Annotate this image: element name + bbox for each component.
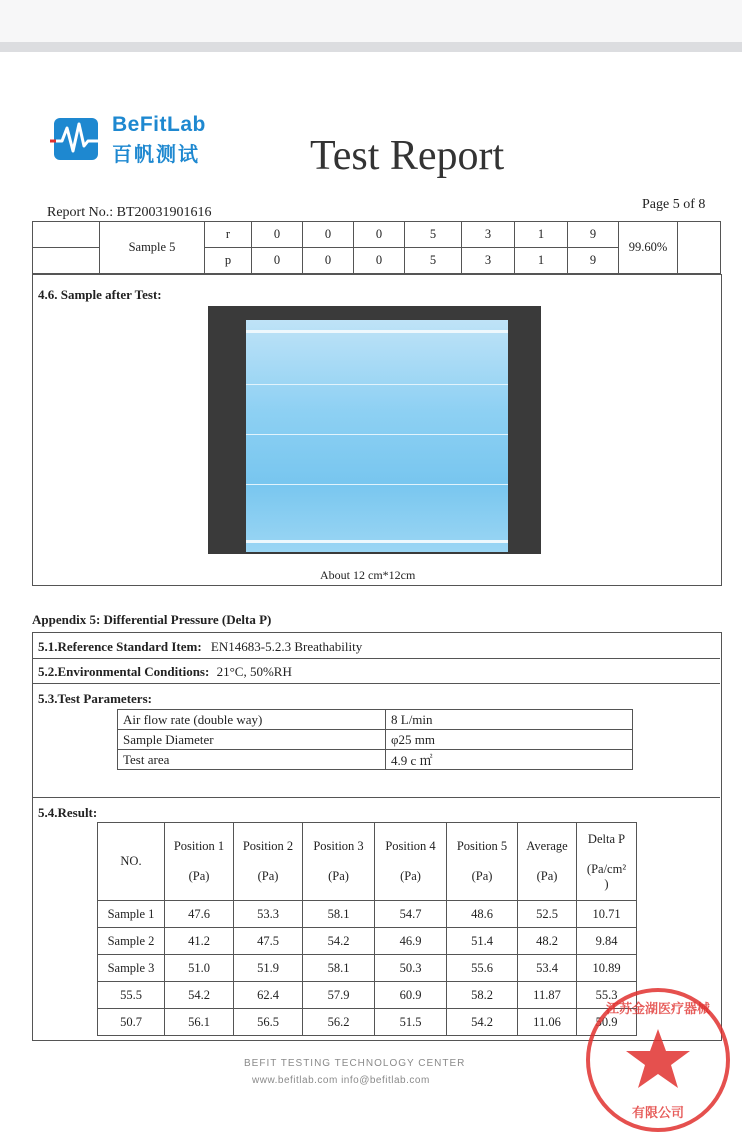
table-cell: 55.5 bbox=[98, 982, 165, 1009]
table-cell: 0 bbox=[354, 222, 405, 248]
table-cell bbox=[33, 248, 100, 274]
param-value: 8 L/min bbox=[386, 710, 633, 730]
table-cell: 48.2 bbox=[518, 928, 577, 955]
table-cell: 50.7 bbox=[98, 1009, 165, 1036]
table-cell: 58.2 bbox=[447, 982, 518, 1009]
result-table bbox=[97, 822, 637, 1036]
table-cell: 55.6 bbox=[447, 955, 518, 982]
unit-label: (Pa) bbox=[328, 869, 349, 883]
s51-line bbox=[38, 639, 362, 655]
befitlab-logo bbox=[50, 113, 206, 167]
appendix5-heading: Appendix 5: Differential Pressure (Delta P) bbox=[32, 612, 272, 627]
params-table bbox=[117, 709, 633, 770]
divider bbox=[32, 683, 720, 684]
param-name: Sample Diameter bbox=[118, 730, 386, 750]
table-cell: Sample 1 bbox=[98, 901, 165, 928]
header-label: Position 5 bbox=[456, 839, 508, 853]
table-cell: 47.5 bbox=[234, 928, 303, 955]
section-heading-4-6: 4.6. Sample after Test: bbox=[38, 287, 162, 302]
table-cell: 60.9 bbox=[375, 982, 447, 1009]
star-icon bbox=[626, 1029, 690, 1088]
table-cell: 47.6 bbox=[165, 901, 234, 928]
header-label: Average bbox=[526, 839, 568, 853]
table-cell: 41.2 bbox=[165, 928, 234, 955]
s51-value: EN14683-5.2.3 Breathability bbox=[210, 639, 363, 654]
unit-label: (Pa) bbox=[188, 869, 210, 883]
table-cell: 46.9 bbox=[375, 928, 447, 955]
mask-pleat bbox=[246, 434, 508, 435]
table-cell: 58.1 bbox=[303, 901, 375, 928]
mask-photo bbox=[208, 306, 541, 554]
table-cell: 3 bbox=[462, 248, 515, 274]
table-cell: 9 bbox=[568, 222, 619, 248]
table-cell: 0 bbox=[303, 222, 354, 248]
unit-label: (Pa) bbox=[257, 869, 279, 883]
header-label: Delta P bbox=[587, 831, 626, 846]
param-value: φ25 mm bbox=[386, 730, 633, 750]
s54-label: 5.4.Result: bbox=[38, 805, 98, 820]
header-label: Position 4 bbox=[385, 839, 436, 853]
header-position2 bbox=[234, 823, 303, 901]
header-position1 bbox=[165, 823, 234, 901]
param-name: Air flow rate (double way) bbox=[118, 710, 386, 730]
table-cell: 57.9 bbox=[303, 982, 375, 1009]
unit-label: (Pa) bbox=[536, 869, 558, 883]
table-cell: 10.71 bbox=[577, 901, 637, 928]
table-cell: 0 bbox=[303, 248, 354, 274]
mask-pleat bbox=[246, 384, 508, 385]
table-cell: 3 bbox=[462, 222, 515, 248]
table-cell bbox=[678, 222, 721, 274]
table-cell: 54.2 bbox=[165, 982, 234, 1009]
page-number: Page 5 of 8 bbox=[642, 197, 706, 212]
s52-line bbox=[38, 664, 292, 680]
table-cell: 53.4 bbox=[518, 955, 577, 982]
table-cell: 11.87 bbox=[518, 982, 577, 1009]
table-cell: 54.2 bbox=[447, 1009, 518, 1036]
row-key: p bbox=[205, 248, 252, 274]
mask-image bbox=[246, 320, 508, 552]
unit-label: (Pa) bbox=[400, 869, 421, 883]
unit-label: ) bbox=[604, 876, 609, 891]
svg-text:有限公司: 有限公司 bbox=[631, 1106, 685, 1121]
table-cell: 54.2 bbox=[303, 928, 375, 955]
table-cell: 10.89 bbox=[577, 955, 637, 982]
header-position4 bbox=[375, 823, 447, 901]
table-cell: 1 bbox=[515, 222, 568, 248]
unit-label: (Pa) bbox=[471, 869, 493, 883]
sample-result: 99.60% bbox=[619, 222, 678, 274]
header-label: Position 1 bbox=[173, 839, 225, 853]
divider bbox=[32, 658, 720, 659]
table-cell: 50.9 bbox=[577, 1009, 637, 1036]
company-seal-stamp bbox=[580, 985, 736, 1135]
table-cell: Sample 3 bbox=[98, 955, 165, 982]
table-cell: 58.1 bbox=[303, 955, 375, 982]
param-value: 4.9 c ㎡ bbox=[386, 750, 633, 770]
mask-pleat bbox=[246, 484, 508, 485]
table-cell: 1 bbox=[515, 248, 568, 274]
table-cell: 51.0 bbox=[165, 955, 234, 982]
table-cell: 9 bbox=[568, 248, 619, 274]
table-cell: 56.1 bbox=[165, 1009, 234, 1036]
row-key: r bbox=[205, 222, 252, 248]
report-number: Report No.: BT20031901616 bbox=[47, 205, 212, 220]
svg-text:江苏金湖医疗器械: 江苏金湖医疗器械 bbox=[605, 1002, 711, 1017]
heartbeat-logo-icon bbox=[50, 116, 102, 162]
table-cell: 11.06 bbox=[518, 1009, 577, 1036]
table-cell: 55.3 bbox=[577, 982, 637, 1009]
table-cell: 5 bbox=[405, 222, 462, 248]
footer-contact: www.befitlab.com info@befitlab.com bbox=[252, 1075, 430, 1086]
table-cell: 56.5 bbox=[234, 1009, 303, 1036]
sample-label: Sample 5 bbox=[100, 222, 205, 274]
s51-label: 5.1.Reference Standard Item: bbox=[38, 639, 202, 654]
header-no: NO. bbox=[98, 823, 165, 901]
logo-name-en: BeFitLab bbox=[112, 113, 206, 136]
table-cell: 54.7 bbox=[375, 901, 447, 928]
table-cell: 0 bbox=[252, 248, 303, 274]
table-cell: 48.6 bbox=[447, 901, 518, 928]
logo-name-cn: 百帆测试 bbox=[112, 142, 200, 166]
table-cell: 52.5 bbox=[518, 901, 577, 928]
header-label: Position 3 bbox=[313, 839, 364, 853]
header-deltap bbox=[577, 823, 637, 901]
divider bbox=[32, 797, 720, 798]
header-average bbox=[518, 823, 577, 901]
header-label: Position 2 bbox=[242, 839, 294, 853]
table-cell bbox=[33, 222, 100, 248]
mask-edge bbox=[246, 330, 508, 333]
table-cell: Sample 2 bbox=[98, 928, 165, 955]
table-cell: 53.3 bbox=[234, 901, 303, 928]
footer-company: BEFIT TESTING TECHNOLOGY CENTER bbox=[244, 1058, 466, 1069]
header-position3 bbox=[303, 823, 375, 901]
table-cell: 50.3 bbox=[375, 955, 447, 982]
sample5-table bbox=[32, 221, 721, 274]
table-cell: 0 bbox=[354, 248, 405, 274]
page-title: Test Report bbox=[310, 133, 505, 179]
header-position5 bbox=[447, 823, 518, 901]
s52-value: 21°C, 50%RH bbox=[216, 664, 292, 679]
table-cell: 62.4 bbox=[234, 982, 303, 1009]
photo-caption: About 12 cm*12cm bbox=[320, 568, 416, 582]
s53-label: 5.3.Test Parameters: bbox=[38, 691, 152, 706]
s52-label: 5.2.Environmental Conditions: bbox=[38, 664, 210, 679]
param-name: Test area bbox=[118, 750, 386, 770]
table-cell: 51.9 bbox=[234, 955, 303, 982]
table-cell: 0 bbox=[252, 222, 303, 248]
scan-top-line bbox=[0, 42, 742, 52]
table-cell: 9.84 bbox=[577, 928, 637, 955]
table-cell: 56.2 bbox=[303, 1009, 375, 1036]
mask-edge bbox=[246, 540, 508, 543]
table-cell: 5 bbox=[405, 248, 462, 274]
table-cell: 51.4 bbox=[447, 928, 518, 955]
table-cell: 51.5 bbox=[375, 1009, 447, 1036]
unit-label: (Pa/cm² bbox=[586, 861, 627, 876]
